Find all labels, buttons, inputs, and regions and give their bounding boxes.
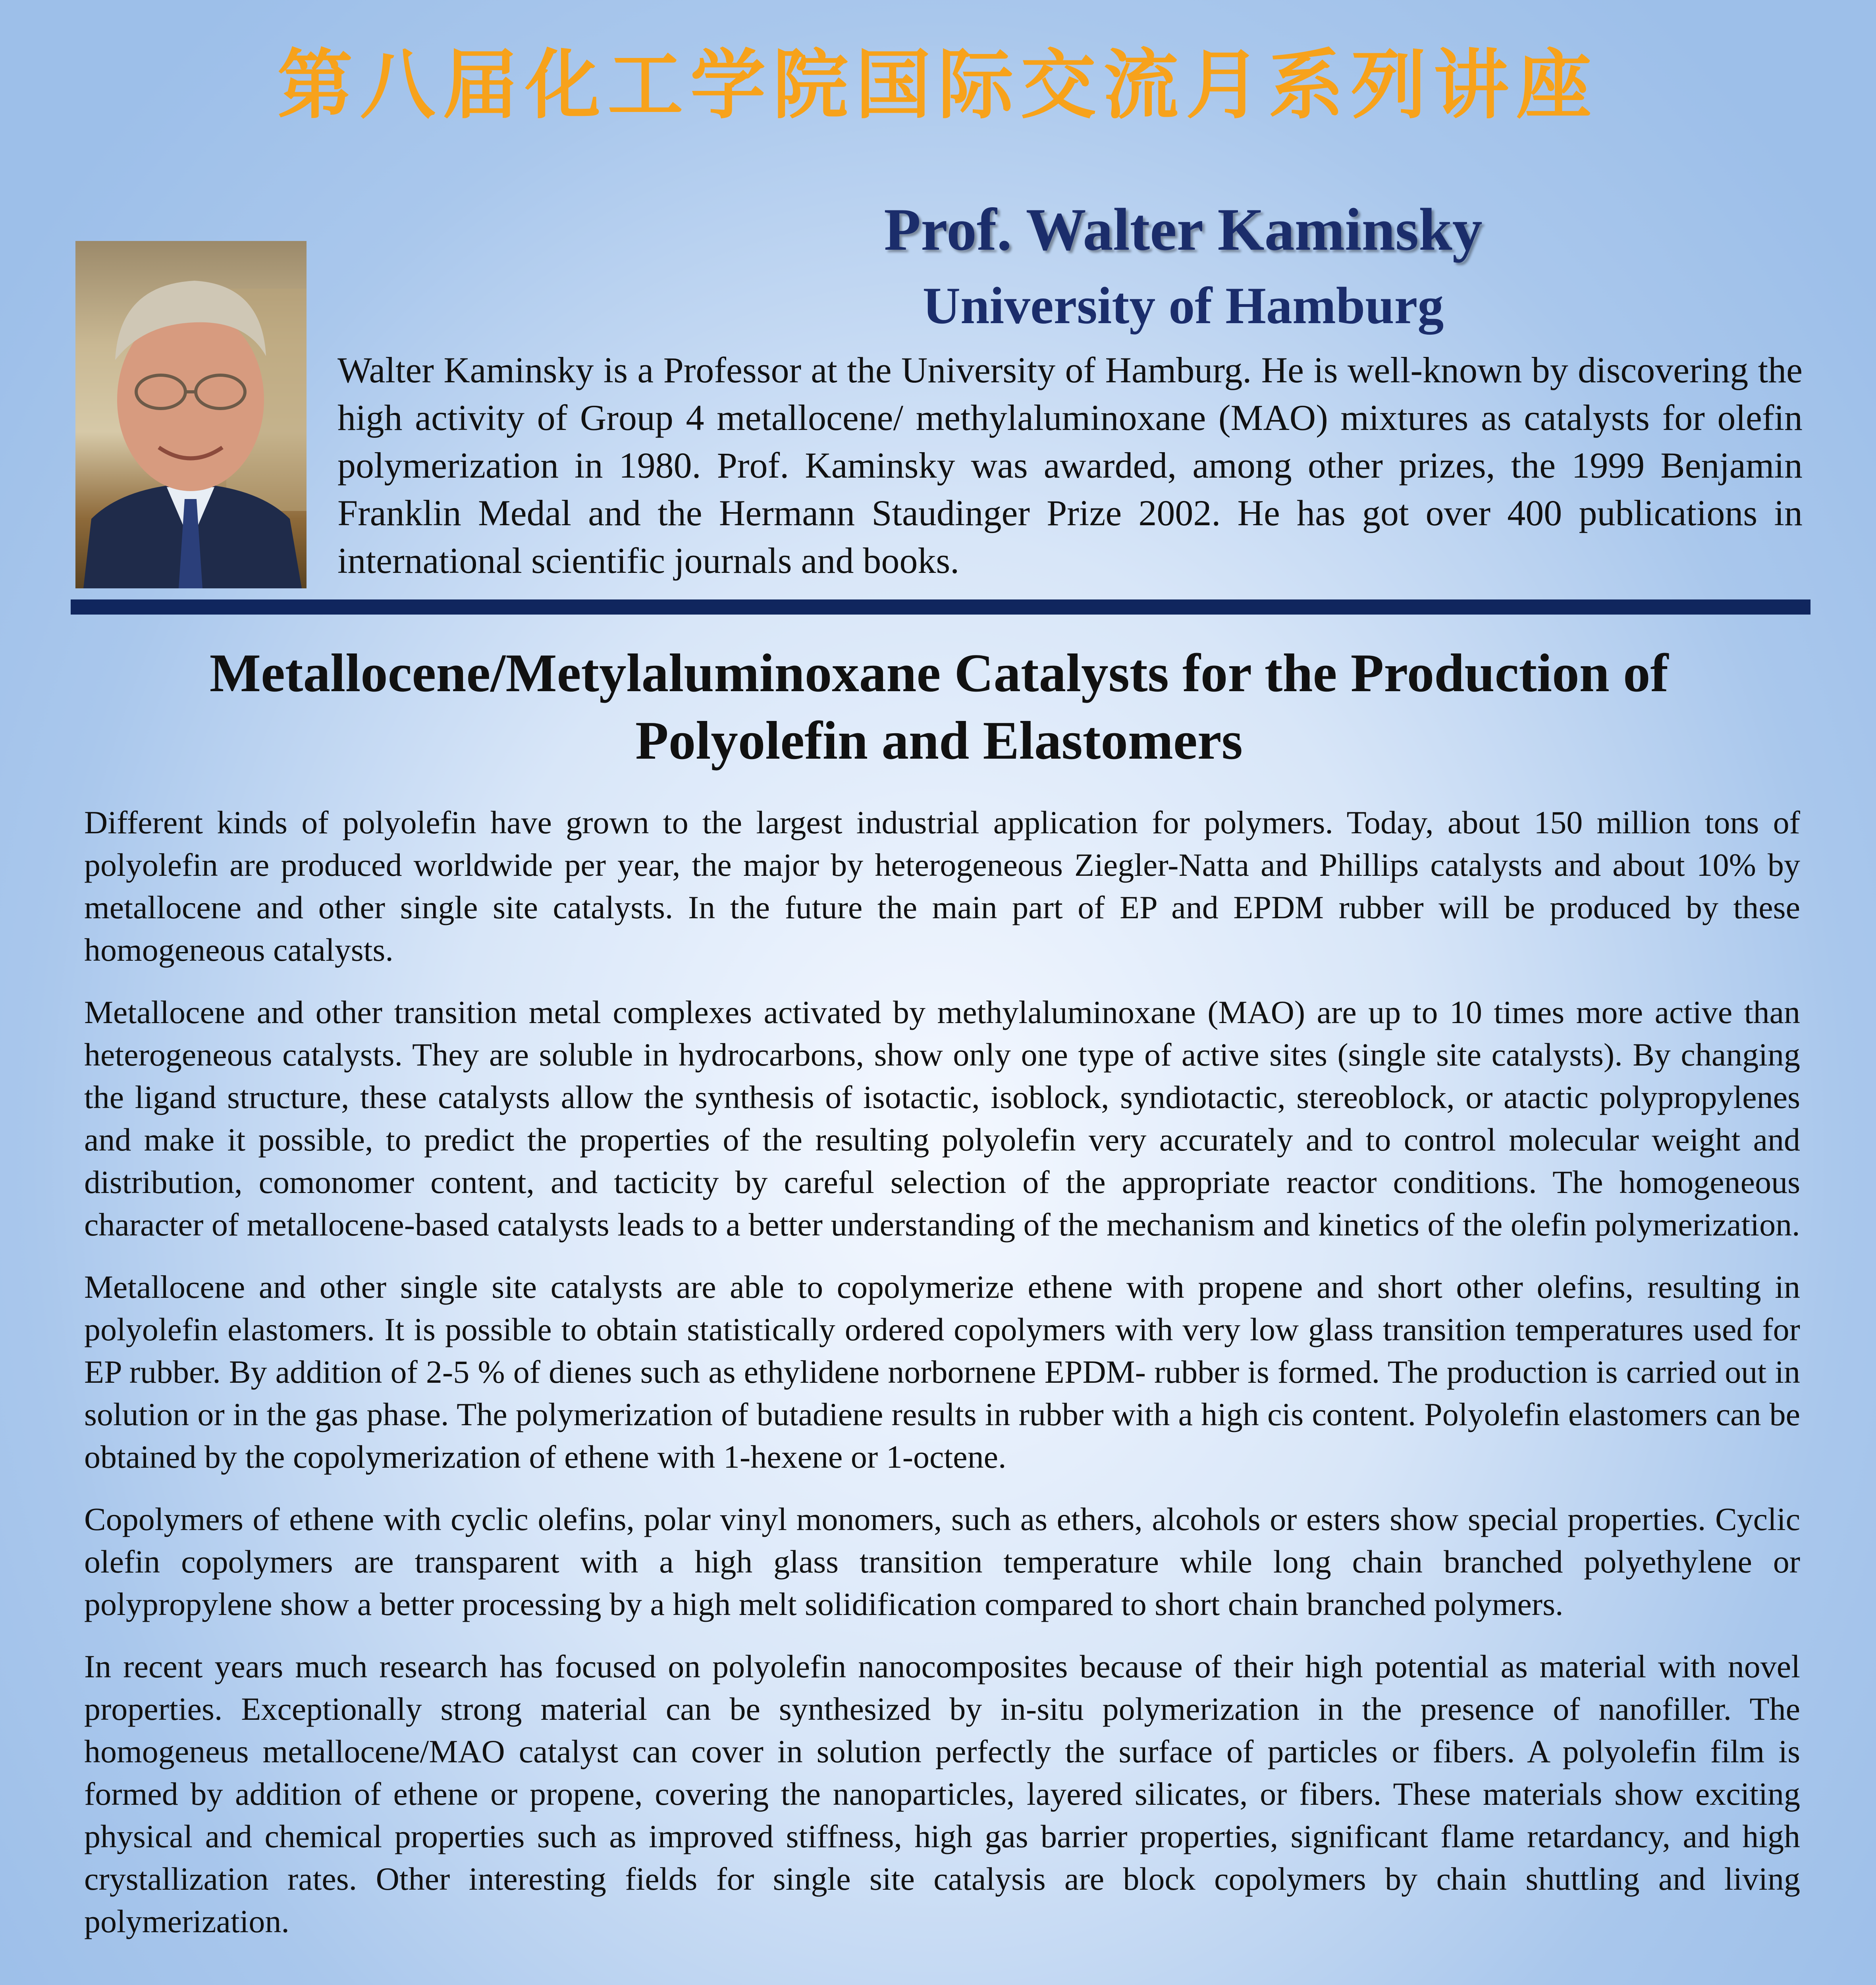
speaker-name: Prof. Walter Kaminsky [884,196,1483,263]
talk-title-line-1: Metallocene/Metylaluminoxane Catalysts for the Production of [209,643,1669,703]
abstract-paragraph-3: Metallocene and other single site catalysts are able to copolymerize ethene with propene and short other olefins, resulting in polyolefin elastomers. It is possible to obtain statistically ordered copolymers with very low glass transition temperatures used for EP rubber. By addition of 2-5 % of dienes such as ethylidene norbornene EPDM- rubber is formed. The production is carried out in solution or in the gas phase. The polymerization of butadiene results in rubber with a high cis content. Polyolefin elastomers can be obtained by the copolymerization of ethene with 1-hexene or 1-octene. [84,1269,1800,1475]
portrait-illustration [75,241,307,588]
talk-title [79,639,1799,774]
series-title: 第八届化工学院国际交流月系列讲座 [277,41,1599,129]
speaker-photo [75,241,307,588]
abstract-paragraph-2: Metallocene and other transition metal complexes activated by methylaluminoxane (MAO) are up to 10 times more active than heterogeneous catalysts. They are soluble in hydrocarbons, show only one type of active sites (single site catalysts). By changing the ligand structure, these catalysts allow the synthesis of isotactic, isoblock, syndiotactic, stereoblock, or atactic polypropylenes and make it possible, to predict the properties of the resulting polyolefin very accurately and to control molecular weight and distribution, comonomer content, and tacticity by careful selection of the appropriate reactor conditions. The homogeneous character of metallocene-based catalysts leads to a better understanding of the mechanism and kinetics of the olefin polymerization. [84,994,1800,1243]
talk-title-line-2: Polyolefin and Elastomers [635,710,1243,771]
abstract-paragraph-5: In recent years much research has focused on polyolefin nanocomposites because of their high potential as material with novel properties. Exceptionally strong material can be synthesized by in-situ polymerization in the presence of nanofiller. The homogeneus metallocene/MAO catalyst can cover in solution perfectly the surface of particles or fibers. A polyolefin film is formed by addition of ethene or propene, covering the nanoparticles, layered silicates, or fibers. These materials show exciting physical and chemical properties such as improved stiffness, high gas barrier properties, significant flame retardancy, and high crystallization rates. Other interesting fields for single site catalysis are block copolymers by chain shuttling and living polymerization. [84,1648,1800,1939]
abstract-paragraph-4: Copolymers of ethene with cyclic olefins, polar vinyl monomers, such as ethers, alcohols or esters show special properties. Cyclic olefin copolymers are transparent with a high glass transition temperature while long chain branched polyethylene or polypropylene show a better processing by a high melt solidification compared to short chain branched polymers. [84,1501,1800,1622]
speaker-bio: Walter Kaminsky is a Professor at the University of Hamburg. He is well-known by discovering the high activity of Group 4 metallocene/ methylaluminoxane (MAO) mixtures as catalysts for olefin polymerization in 1980. Prof. Kaminsky was awarded, among other prizes, the 1999 Benjamin Franklin Medal and the Hermann Staudinger Prize 2002. He has got over 400 publications in international scientific journals and books. [337,350,1803,581]
abstract [84,801,1800,1962]
abstract-paragraph-1: Different kinds of polyolefin have grown to the largest industrial application for polymers. Today, about 150 million tons of polyolefin are produced worldwide per year, the major by heterogeneous Ziegler-Natta and Phillips catalysts and about 10% by metallocene and other single site catalysts. In the future the main part of EP and EPDM rubber will be produced by these homogeneous catalysts. [84,804,1800,968]
section-divider [71,599,1810,615]
speaker-affiliation: University of Hamburg [922,276,1444,335]
